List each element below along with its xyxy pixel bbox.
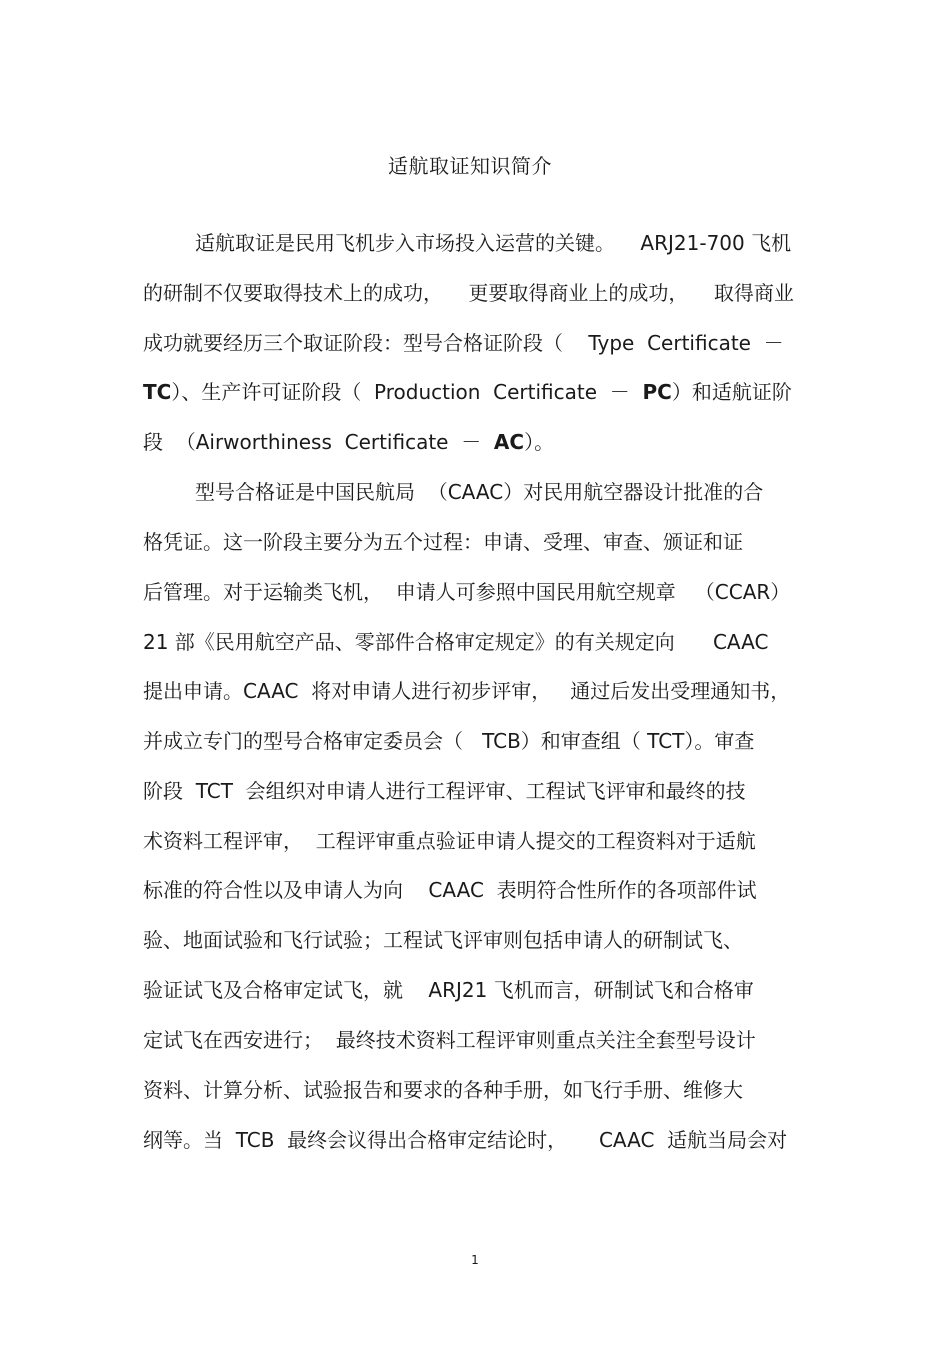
line-segment: ）和适航证阶 (671, 380, 792, 404)
paragraph-line: 验、地面试验和飞行试验；工程试飞评审则包括申请人的研制试飞、 (143, 928, 743, 952)
paragraph-line: 定试飞在西安进行； 最终技术资料工程评审则重点关注全套型号设计 (143, 1028, 756, 1052)
line-segment: ）、生产许可证阶段（ Production Certificate － (171, 380, 643, 404)
page-number: 1 (471, 1253, 479, 1267)
line-segment: 段 （Airworthiness Certificate － (143, 430, 494, 454)
paragraph-line: 后管理。对于运输类飞机， 申请人可参照中国民用航空规章 （CCAR） (143, 580, 791, 604)
paragraph-line: 并成立专门的型号合格审定委员会（ TCB）和审查组（ TCT）。审查 (143, 729, 755, 753)
paragraph-line: 提出申请。CAAC 将对申请人进行初步评审， 通过后发出受理通知书， (143, 679, 791, 703)
paragraph-line: 资料、计算分析、试验报告和要求的各种手册，如飞行手册、维修大 (143, 1078, 743, 1102)
paragraph-line: 型号合格证是中国民航局 （CAAC）对民用航空器设计批准的合 (195, 480, 764, 504)
paragraph-line: 纲等。当 TCB 最终会议得出合格审定结论时， CAAC 适航当局会对 (143, 1128, 788, 1152)
paragraph-line: 成功就要经历三个取证阶段：型号合格证阶段（ Type Certificate － (143, 331, 784, 355)
paragraph-line: 验证试飞及合格审定试飞，就 ARJ21 飞机而言，研制试飞和合格审 (143, 978, 754, 1002)
abbreviation-tc: TC (143, 380, 172, 404)
abbreviation-pc: PC (642, 380, 672, 404)
paragraph-line: 术资料工程评审， 工程评审重点验证申请人提交的工程资料对于适航 (143, 829, 756, 853)
abbreviation-ac: AC (493, 430, 525, 454)
paragraph-line (143, 428, 554, 456)
paragraph-line: 格凭证。这一阶段主要分为五个过程：申请、受理、审查、颁证和证 (143, 530, 743, 554)
paragraph-line: 的研制不仅要取得技术上的成功， 更要取得商业上的成功， 取得商业 (143, 281, 794, 305)
paragraph-line: 21 部《民用航空产品、零部件合格审定规定》的有关规定向 CAAC (143, 630, 769, 654)
paragraph-line: 适航取证是民用飞机步入市场投入运营的关键。 ARJ21-700 飞机 (195, 231, 792, 255)
line-segment: ）。 (524, 430, 555, 454)
paragraph-line (143, 378, 792, 406)
paragraph-line: 标准的符合性以及申请人为向 CAAC 表明符合性所作的各项部件试 (143, 878, 757, 902)
paragraph-line: 阶段 TCT 会组织对申请人进行工程评审、工程试飞评审和最终的技 (143, 779, 746, 803)
page-title: 适航取证知识简介 (388, 154, 552, 178)
